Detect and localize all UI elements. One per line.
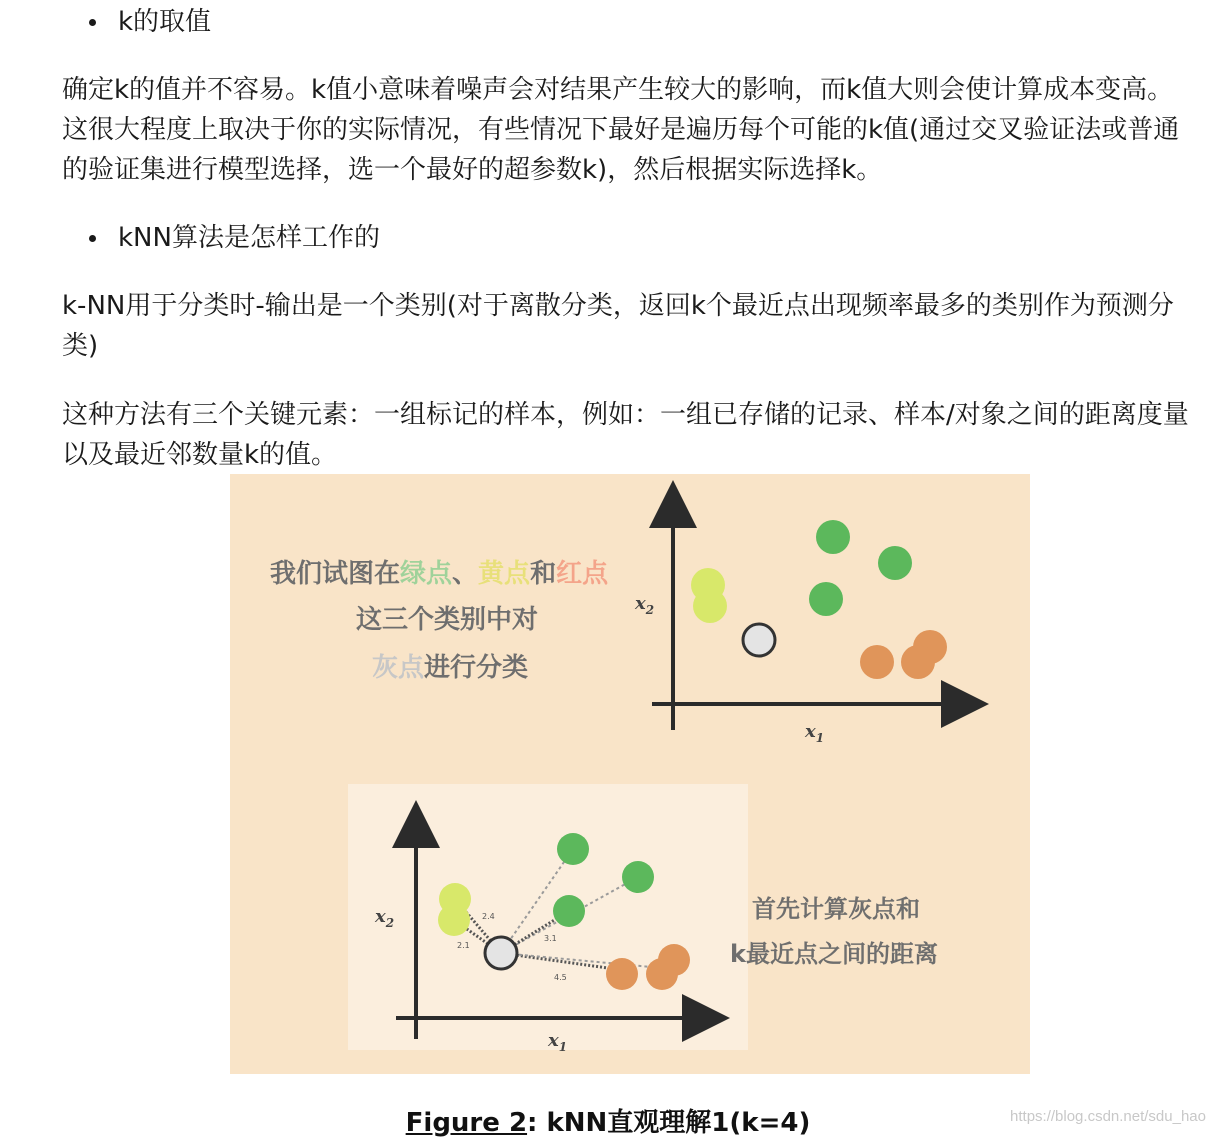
distance-label: 4.5 (554, 973, 567, 982)
top-text-line2: 这三个类别中对 (356, 605, 539, 635)
green-point (622, 861, 654, 893)
yellow-point (693, 589, 727, 623)
green-point (816, 520, 850, 554)
paragraph-key-elements: 这种方法有三个关键元素：一组标记的样本，例如：一组已存储的记录、样本/对象之间的距离度量以及最近邻数量k的值。 (62, 400, 1189, 470)
top-text-part: 和 (530, 559, 557, 589)
figure-caption-text: : kNN直观理解1(k=4) (527, 1108, 811, 1138)
top-text-part-gray: 灰点 (372, 653, 425, 683)
distance-label: 2.1 (457, 941, 470, 950)
orange-point (860, 645, 894, 679)
bullet-knn-how (62, 220, 380, 256)
bottom-panel (348, 784, 938, 1054)
top-text-part-yellow: 黄点 (478, 559, 531, 589)
green-point (809, 582, 843, 616)
orange-point (646, 958, 678, 990)
paragraph-k-value: 确定k的值并不容易。k值小意味着噪声会对结果产生较大的影响，而k值大则会使计算成本变高。这很大程度上取决于你的实际情况，有些情况下最好是遍历每个可能的k值(通过交叉验证法或普通的验证集进行模型选择，选一个最好的超参数k)，然后根据实际选择k。 (62, 75, 1180, 185)
top-text-line1 (270, 559, 609, 589)
paragraph-knn-classification: k-NN用于分类时-输出是一个类别(对于离散分类，返回k个最近点出现频率最多的类别作为预测分类) (62, 291, 1174, 361)
bottom-text-line2: k最近点之间的距离 (730, 940, 938, 968)
bottom-plot-background (348, 784, 748, 1050)
bottom-y-axis-label: $x_2$ (375, 906, 395, 930)
gray-query-point (743, 624, 775, 656)
green-point (557, 833, 589, 865)
top-text-line3 (372, 652, 528, 683)
orange-point (606, 958, 638, 990)
top-text-part-green: 绿点 (400, 559, 453, 589)
orange-point (901, 645, 935, 679)
top-text-part: 、 (452, 559, 479, 589)
knn-illustration-figure (230, 474, 1030, 1074)
distance-label: 2.4 (482, 912, 495, 921)
bullet-k-value (62, 4, 211, 40)
bottom-x-axis-label: $x_1$ (548, 1030, 568, 1054)
gray-query-point (485, 937, 517, 969)
green-point (553, 895, 585, 927)
yellow-point (438, 904, 470, 936)
top-text-part: 进行分类 (424, 653, 529, 683)
distance-label: 3.1 (544, 934, 557, 943)
figure-label-link[interactable]: Figure 2 (405, 1108, 528, 1138)
top-x-axis-label: $x_1$ (805, 721, 825, 745)
top-y-axis-label: $x_2$ (635, 593, 655, 617)
knn-illustration-svg (230, 474, 1030, 1074)
bullet-text: kNN算法是怎样工作的 (118, 223, 380, 253)
watermark-url: https://blog.csdn.net/sdu_hao (1010, 1108, 1206, 1125)
top-text-part-red: 红点 (556, 559, 609, 589)
green-point (878, 546, 912, 580)
top-panel (270, 504, 965, 745)
bullet-text: k的取值 (118, 7, 212, 37)
bottom-text-line1: 首先计算灰点和 (752, 895, 920, 923)
top-text-part: 我们试图在 (270, 559, 401, 589)
